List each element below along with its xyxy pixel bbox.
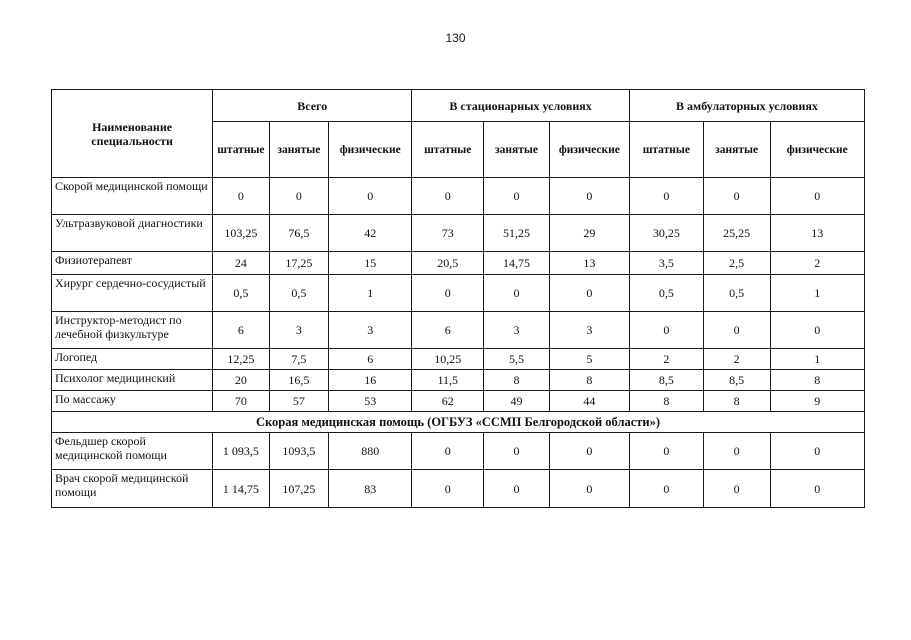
row-name: Ультразвуковой диагностики [52, 215, 213, 252]
subcol-header: штатные [412, 122, 484, 178]
table-row [52, 470, 865, 508]
cell: 0 [484, 433, 550, 470]
table-row [52, 275, 865, 312]
table-row [52, 252, 865, 275]
group-header-inpatient: В стационарных условиях [412, 90, 630, 122]
cell: 16,5 [269, 370, 329, 391]
row-name: Инструктор-методист по лечебной физкультуре [52, 312, 213, 349]
page-number: 130 [445, 31, 466, 45]
cell: 57 [269, 391, 329, 412]
cell: 17,25 [269, 252, 329, 275]
cell: 3 [269, 312, 329, 349]
cell: 0 [412, 470, 484, 508]
subcol-header: занятые [484, 122, 550, 178]
group-header-outpatient: В амбулаторных условиях [629, 90, 864, 122]
table-row [52, 370, 865, 391]
cell: 6 [213, 312, 269, 349]
row-name: Физиотерапевт [52, 252, 213, 275]
cell: 0 [770, 433, 864, 470]
cell: 73 [412, 215, 484, 252]
row-name: Скорой медицинской помощи [52, 178, 213, 215]
cell: 0 [770, 470, 864, 508]
cell: 0 [484, 470, 550, 508]
cell: 10,25 [412, 349, 484, 370]
cell: 0 [484, 178, 550, 215]
cell: 30,25 [629, 215, 703, 252]
row-name: Врач скорой медицинской помощи [52, 470, 213, 508]
table-row [52, 178, 865, 215]
cell: 29 [549, 215, 629, 252]
cell: 1 [770, 275, 864, 312]
cell: 11,5 [412, 370, 484, 391]
table-row [52, 312, 865, 349]
cell: 16 [329, 370, 412, 391]
section-title: Скорая медицинская помощь (ОГБУЗ «ССМП Белгородской области») [52, 412, 865, 433]
cell: 7,5 [269, 349, 329, 370]
table-row [52, 391, 865, 412]
cell: 0 [770, 312, 864, 349]
cell: 0,5 [269, 275, 329, 312]
cell: 1 14,75 [213, 470, 269, 508]
subcol-header: занятые [269, 122, 329, 178]
subcol-header: занятые [703, 122, 770, 178]
cell: 1 [770, 349, 864, 370]
row-name: Хирург сердечно-сосудистый [52, 275, 213, 312]
cell: 20,5 [412, 252, 484, 275]
group-header-total: Всего [213, 90, 412, 122]
subcol-header: штатные [629, 122, 703, 178]
cell: 1 093,5 [213, 433, 269, 470]
cell: 2 [703, 349, 770, 370]
header-row-groups [52, 90, 865, 122]
cell: 9 [770, 391, 864, 412]
cell: 49 [484, 391, 550, 412]
cell: 13 [770, 215, 864, 252]
cell: 0 [629, 178, 703, 215]
table-row [52, 433, 865, 470]
table-row [52, 349, 865, 370]
cell: 0 [703, 178, 770, 215]
subcol-header: физические [770, 122, 864, 178]
cell: 25,25 [703, 215, 770, 252]
cell: 3 [329, 312, 412, 349]
cell: 0,5 [213, 275, 269, 312]
cell: 12,25 [213, 349, 269, 370]
cell: 76,5 [269, 215, 329, 252]
cell: 8 [484, 370, 550, 391]
cell: 0 [329, 178, 412, 215]
cell: 42 [329, 215, 412, 252]
cell: 0 [703, 312, 770, 349]
cell: 0 [549, 433, 629, 470]
cell: 0 [213, 178, 269, 215]
cell: 0 [549, 470, 629, 508]
cell: 5,5 [484, 349, 550, 370]
cell: 0 [412, 433, 484, 470]
staffing-table [51, 89, 865, 508]
subcol-header: физические [329, 122, 412, 178]
cell: 0,5 [629, 275, 703, 312]
cell: 0 [269, 178, 329, 215]
row-name: По массажу [52, 391, 213, 412]
cell: 8 [629, 391, 703, 412]
row-name: Психолог медицинский [52, 370, 213, 391]
cell: 3,5 [629, 252, 703, 275]
cell: 8 [770, 370, 864, 391]
cell: 0 [629, 433, 703, 470]
cell: 8,5 [629, 370, 703, 391]
cell: 5 [549, 349, 629, 370]
cell: 15 [329, 252, 412, 275]
column-header-name: Наименование специальности [52, 90, 213, 178]
cell: 3 [549, 312, 629, 349]
section-row [52, 412, 865, 433]
cell: 14,75 [484, 252, 550, 275]
subcol-header: штатные [213, 122, 269, 178]
cell: 1 [329, 275, 412, 312]
cell: 880 [329, 433, 412, 470]
cell: 83 [329, 470, 412, 508]
cell: 0 [412, 178, 484, 215]
cell: 0,5 [703, 275, 770, 312]
row-name: Фельдшер скорой медицинской помощи [52, 433, 213, 470]
cell: 8 [549, 370, 629, 391]
table-row [52, 215, 865, 252]
cell: 6 [412, 312, 484, 349]
cell: 0 [629, 470, 703, 508]
cell: 0 [770, 178, 864, 215]
cell: 2 [770, 252, 864, 275]
cell: 0 [549, 275, 629, 312]
cell: 51,25 [484, 215, 550, 252]
cell: 13 [549, 252, 629, 275]
cell: 53 [329, 391, 412, 412]
cell: 44 [549, 391, 629, 412]
cell: 0 [484, 275, 550, 312]
cell: 1093,5 [269, 433, 329, 470]
cell: 107,25 [269, 470, 329, 508]
cell: 6 [329, 349, 412, 370]
cell: 70 [213, 391, 269, 412]
cell: 0 [549, 178, 629, 215]
cell: 0 [703, 433, 770, 470]
cell: 103,25 [213, 215, 269, 252]
cell: 8 [703, 391, 770, 412]
cell: 0 [412, 275, 484, 312]
cell: 3 [484, 312, 550, 349]
cell: 2,5 [703, 252, 770, 275]
cell: 62 [412, 391, 484, 412]
cell: 2 [629, 349, 703, 370]
row-name: Логопед [52, 349, 213, 370]
cell: 0 [703, 470, 770, 508]
cell: 24 [213, 252, 269, 275]
cell: 8,5 [703, 370, 770, 391]
cell: 0 [629, 312, 703, 349]
subcol-header: физические [549, 122, 629, 178]
cell: 20 [213, 370, 269, 391]
